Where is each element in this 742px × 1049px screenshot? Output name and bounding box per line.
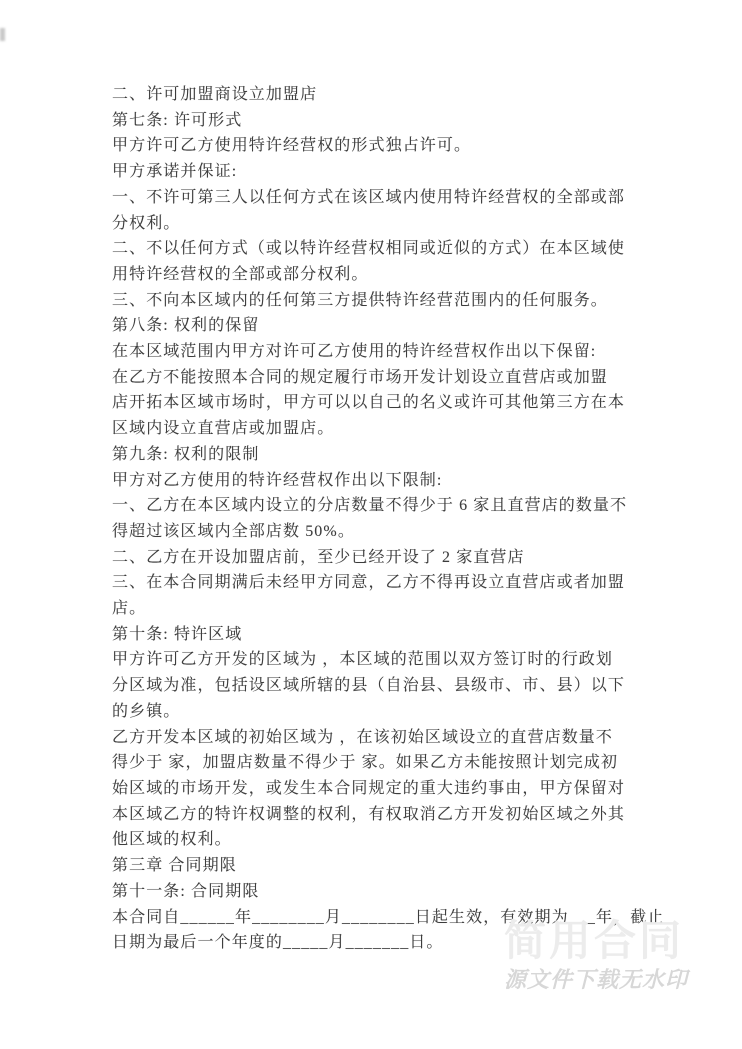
text-line: 分区域为准，包括设区域所辖的县（自治县、县级市、市、县）以下 xyxy=(112,677,626,695)
text-line: 店。 xyxy=(112,600,147,618)
scan-artifact xyxy=(0,28,5,41)
text-line: 他区域的权利。 xyxy=(112,831,232,849)
text-line: 第八条: 权利的保留 xyxy=(112,317,260,335)
text-line: 甲方承诺并保证: xyxy=(112,163,238,181)
text-line: 三、在本合同期满后未经甲方同意，乙方不得再设立直营店或者加盟 xyxy=(112,574,626,592)
text-line: 区域内设立直营店或加盟店。 xyxy=(112,420,335,438)
text-line: 第三章 合同期限 xyxy=(112,857,237,875)
text-line: 乙方开发本区域的初始区域为 ，在该初始区域设立的直营店数量不 xyxy=(112,728,614,746)
text-line: 得超过该区域内全部店数 50%。 xyxy=(112,522,355,540)
text-line: 店开拓本区域市场时，甲方可以以自己的名义或许可其他第三方在本 xyxy=(112,394,626,412)
text-line: 一、不许可第三人以任何方式在该区域内使用特许经营权的全部或部 xyxy=(112,188,626,206)
text-line: 的乡镇。 xyxy=(112,702,181,720)
text-line: 第十条: 特许区域 xyxy=(112,625,243,643)
text-line: 甲方对乙方使用的特许经营权作出以下限制: xyxy=(112,471,443,489)
watermark-subtitle: 源文件下载无水印 xyxy=(504,967,689,992)
text-line: 一、乙方在本区域内设立的分店数量不得少于 6 家且直营店的数量不 xyxy=(112,497,628,515)
text-line: 第九条: 权利的限制 xyxy=(112,445,260,463)
text-line: 用特许经营权的全部或部分权利。 xyxy=(112,265,369,283)
text-line: 第七条: 许可形式 xyxy=(112,111,243,129)
text-line: 第十一条: 合同期限 xyxy=(112,882,260,900)
document-body xyxy=(112,82,665,956)
text-line: 二、乙方在开设加盟店前，至少已经开设了 2 家直营店 xyxy=(112,548,525,566)
text-line: 日期为最后一个年度的_____月_______日。 xyxy=(112,934,444,952)
text-line: 在本区域范围内甲方对许可乙方使用的特许经营权作出以下保留: xyxy=(112,343,597,361)
text-line: 甲方许可乙方使用特许经营权的形式独占许可。 xyxy=(112,137,472,155)
text-line: 甲方许可乙方开发的区域为 ，本区域的范围以双方签订时的行政划 xyxy=(112,651,614,669)
text-line: 得少于 家，加盟店数量不得少于 家。如果乙方未能按照计划完成初 xyxy=(112,754,619,772)
text-line: 二、许可加盟商设立加盟店 xyxy=(112,86,318,103)
text-line: 二、不以任何方式（或以特许经营权相同或近似的方式）在本区域使 xyxy=(112,240,626,258)
text-line: 本合同自______年________月________日起生效，有效期为___年，截止 xyxy=(112,908,665,926)
text-line: 始区域的市场开发，或发生本合同规定的重大违约事由，甲方保留对 xyxy=(112,779,626,797)
text-line: 三、不向本区域内的任何第三方提供特许经营范围内的任何服务。 xyxy=(112,291,608,309)
text-line: 在乙方不能按照本合同的规定履行市场开发计划设立直营店或加盟 xyxy=(112,368,608,386)
text-line: 分权利。 xyxy=(112,214,181,232)
watermark-title: 简用合同 xyxy=(504,917,685,964)
text-line: 本区域乙方的特许权调整的权利，有权取消乙方开发初始区域之外其 xyxy=(112,805,626,823)
